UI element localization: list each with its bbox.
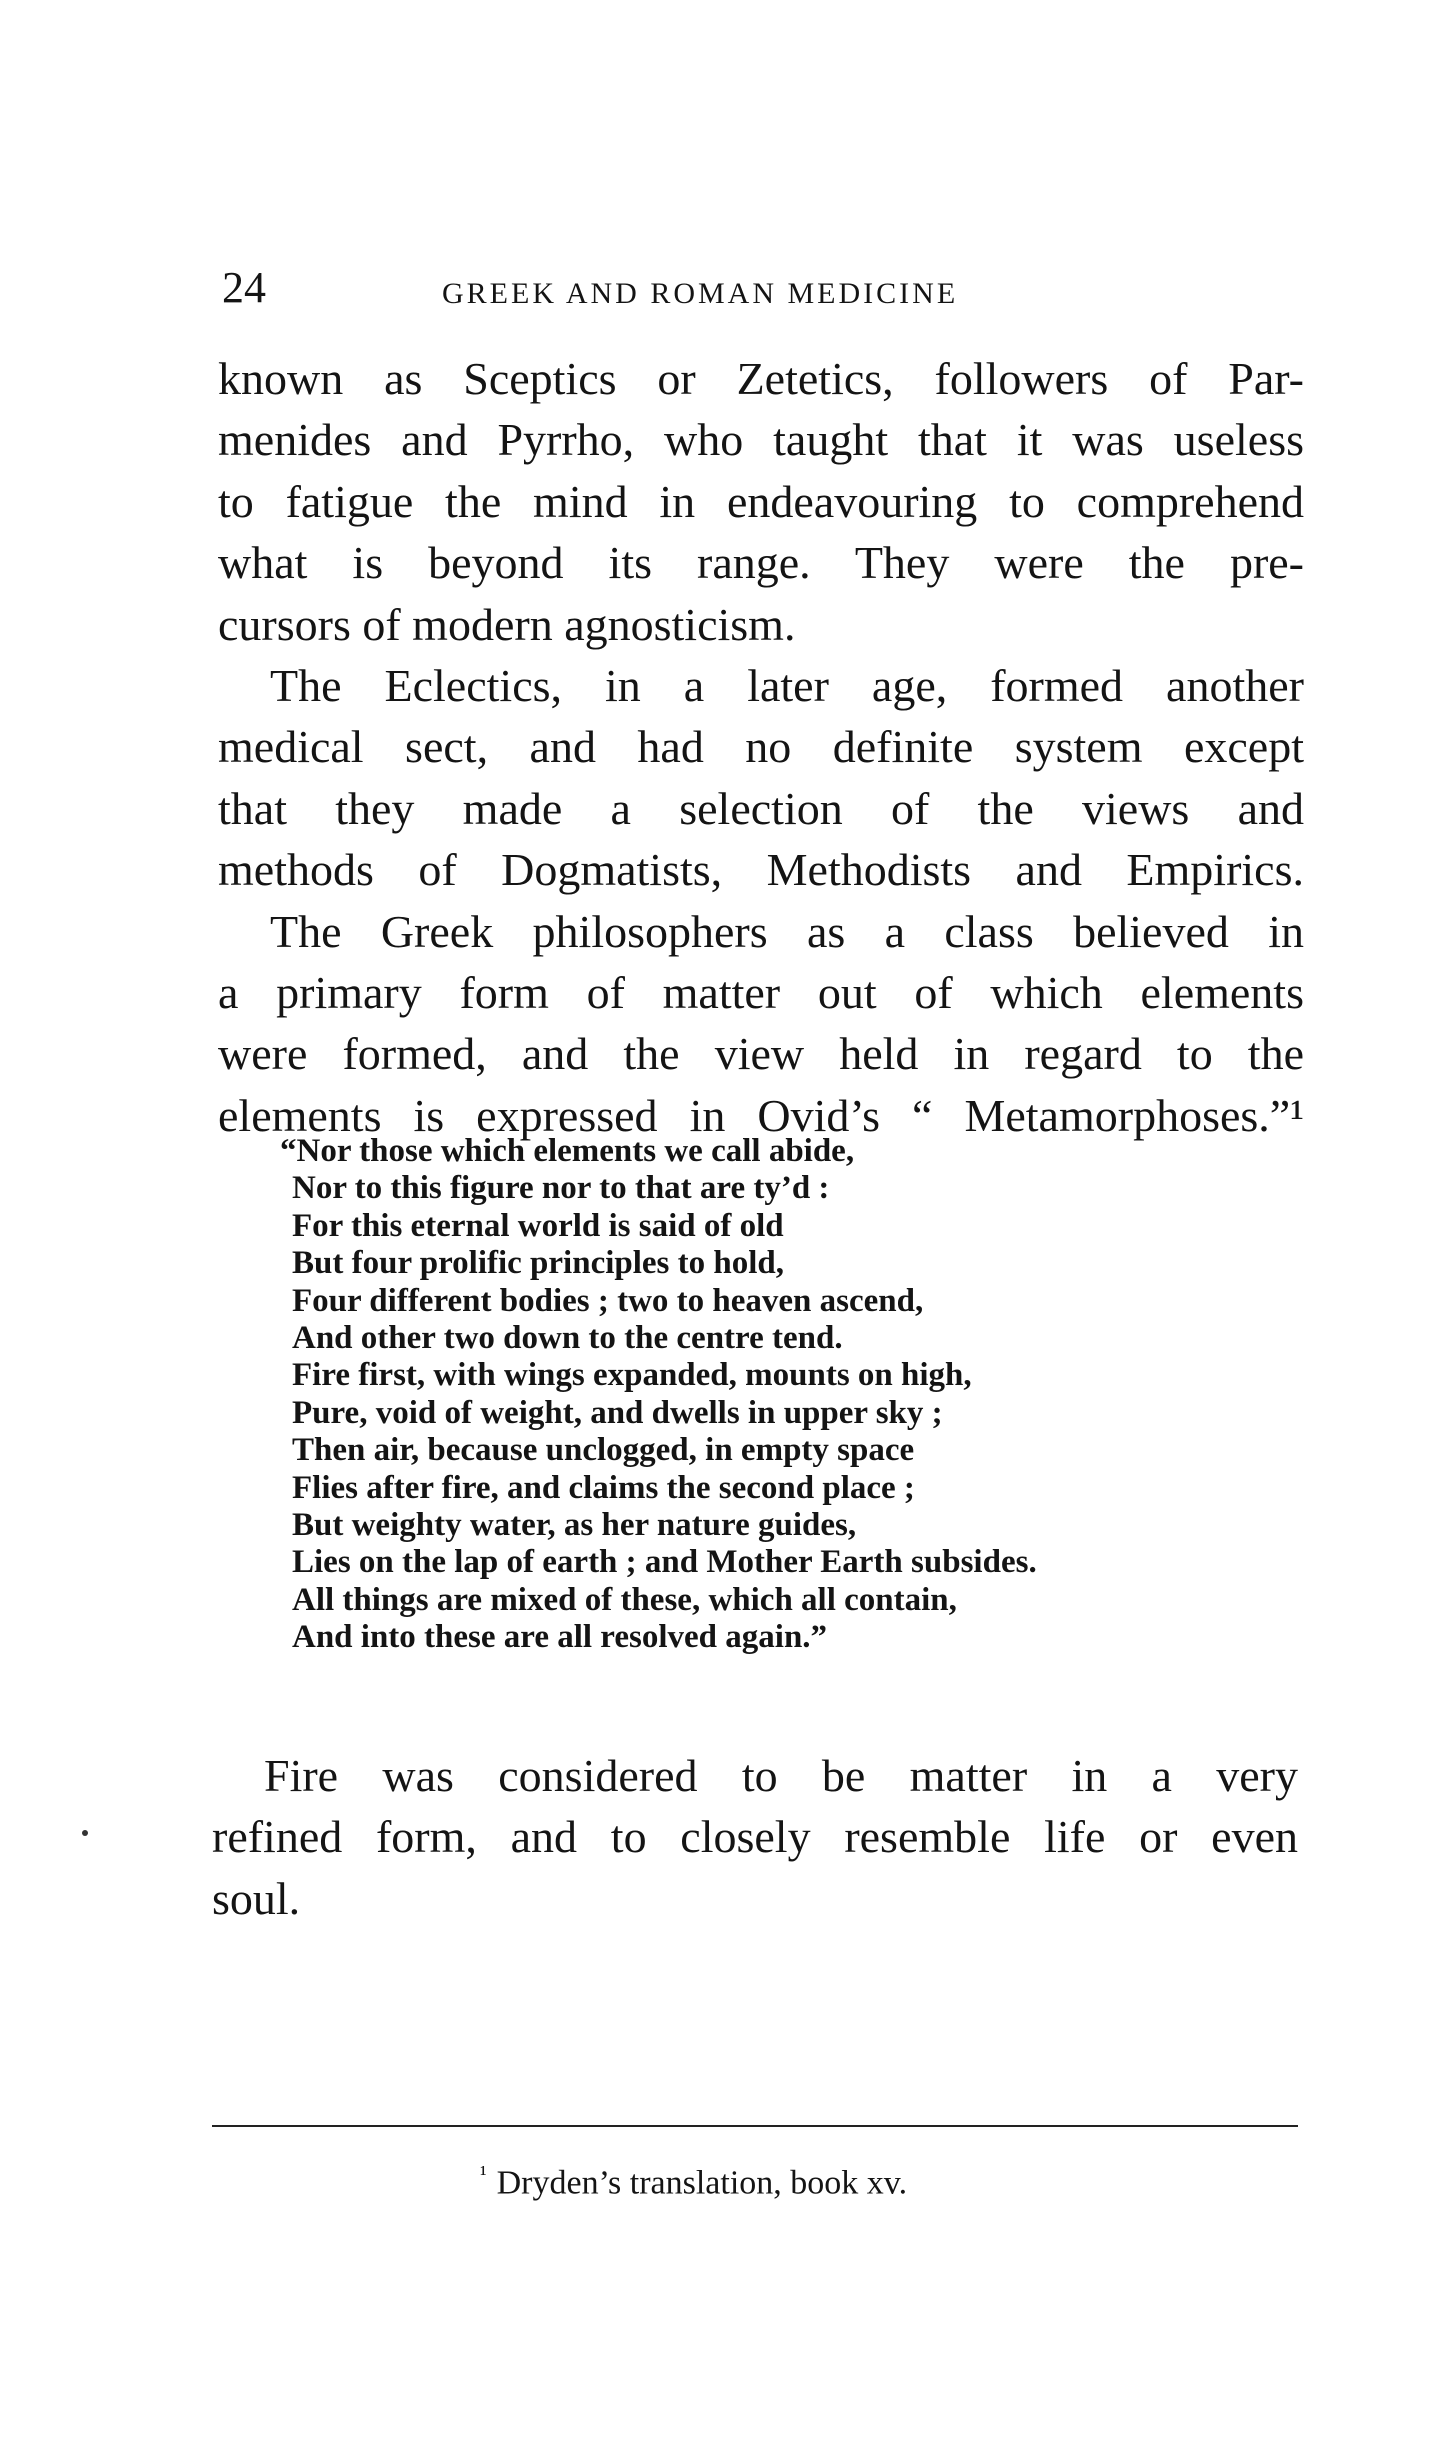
closing-text xyxy=(212,1745,1298,1929)
verse-line: Pure, void of weight, and dwells in upper sky ; xyxy=(292,1394,943,1431)
verse-line: All things are mixed of these, which all contain, xyxy=(292,1581,957,1618)
footnote-text: Dryden’s translation, book xv. xyxy=(496,2164,908,2202)
text-line: Fire was considered to be matter in a very xyxy=(264,1750,1298,1801)
verse-line: “Nor those which elements we call abide, xyxy=(280,1133,855,1169)
paragraph-sceptics xyxy=(218,348,1304,655)
text-line: a primary form of matter out of which elements xyxy=(218,967,1304,1019)
text-line: refined form, and to closely resemble life or even xyxy=(212,1811,1298,1863)
running-head xyxy=(222,258,1302,318)
paragraph-fire xyxy=(212,1745,1298,1929)
verse-line: Fire first, with wings expanded, mounts on high, xyxy=(292,1357,972,1394)
ovid-quotation xyxy=(280,1133,1252,1657)
text-line: soul. xyxy=(212,1872,301,1924)
footnote-mark: ¹ xyxy=(480,2161,487,2186)
footnote-rule xyxy=(212,2125,1298,2127)
body-text xyxy=(218,348,1304,1146)
verse-line: And other two down to the centre tend. xyxy=(292,1320,843,1357)
text-line: menides and Pyrrho, who taught that it was useless xyxy=(218,414,1304,466)
verse-line: Four different bodies ; two to heaven ascend, xyxy=(292,1282,924,1319)
verse-line: Flies after fire, and claims the second place ; xyxy=(292,1469,915,1506)
text-line: The Greek philosophers as a class believed in xyxy=(270,905,1304,957)
running-title: GREEK AND ROMAN MEDICINE xyxy=(442,277,959,310)
text-line: The Eclectics, in a later age, formed another xyxy=(270,660,1304,712)
verse-line: Then air, because unclogged, in empty space xyxy=(292,1432,915,1469)
footnote xyxy=(480,2152,907,2205)
paragraph-eclectics xyxy=(218,655,1304,901)
verse-line: And into these are all resolved again.” xyxy=(292,1619,828,1656)
text-line: to fatigue the mind in endeavouring to comprehend xyxy=(218,475,1304,527)
text-line: methods of Dogmatists, Methodists and Empirics. xyxy=(218,844,1304,896)
verse-line: Lies on the lap of earth ; and Mother Earth subsides. xyxy=(292,1544,1037,1581)
text-line: that they made a selection of the views and xyxy=(218,782,1304,834)
text-line: cursors of modern agnosticism. xyxy=(218,598,796,650)
text-line: known as Sceptics or Zetetics, followers of Par- xyxy=(218,353,1304,404)
verse-line: For this eternal world is said of old xyxy=(292,1207,784,1244)
text-line: medical sect, and had no definite system except xyxy=(218,721,1304,773)
text-line: what is beyond its range. They were the pre- xyxy=(218,537,1304,589)
text-line: were formed, and the view held in regard to the xyxy=(218,1028,1304,1080)
verse-line: But four prolific principles to hold, xyxy=(292,1245,785,1282)
verse-line: Nor to this figure nor to that are ty’d : xyxy=(292,1170,830,1207)
text-line: elements is expressed in Ovid’s “ Metamorphoses.”¹ xyxy=(218,1089,1304,1141)
page-number: 24 xyxy=(222,263,266,312)
paragraph-greek-philosophers xyxy=(218,901,1304,1147)
print-speck xyxy=(82,1830,88,1836)
verse-line: But weighty water, as her nature guides, xyxy=(292,1507,857,1544)
